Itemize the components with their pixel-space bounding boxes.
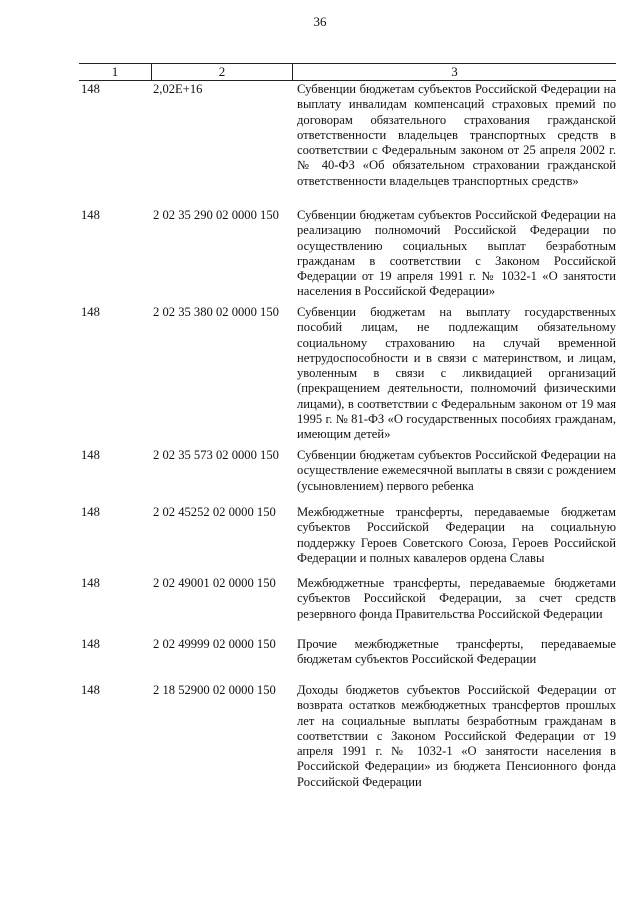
budget-code: 2 18 52900 02 0000 150 — [153, 683, 276, 697]
admin-code: 148 — [81, 448, 100, 462]
budget-code: 2 02 45252 02 0000 150 — [153, 505, 276, 519]
table-row — [79, 637, 616, 668]
revenue-description: Субвенции бюджетам субъектов Российской Федерации на реализацию полномочий Российской Федерации по осуществлению социальных выплат безработным гражданам в соответствии с Законом Российской Федерации от 19 апреля 1991 г. № 1032-1 «О занятости населения в Российской Федерации» — [297, 208, 616, 299]
revenue-description: Субвенции бюджетам субъектов Российской Федерации на осуществление ежемесячной выплаты в связи с рождением (усыновлением) первого ребенка — [297, 448, 616, 493]
budget-code: 2 02 35 290 02 0000 150 — [153, 208, 279, 222]
admin-code: 148 — [81, 637, 100, 651]
admin-code: 148 — [81, 683, 100, 697]
admin-code: 148 — [81, 82, 100, 96]
revenue-description: Субвенции бюджетам на выплату государственных пособий лицам, не подлежащим обязательному социальному страхованию на случай временной нетрудоспособности и в связи с материнством, и лицам, уволенным в связи с ликвидацией организаций (прекращением деятельности, полномочий физическими лицами), в соответствии с Федеральным законом от 19 мая 1995 г. № 81-ФЗ «О государственных пособиях гражданам, имеющим детей» — [297, 305, 616, 442]
revenue-description: Прочие межбюджетные трансферты, передаваемые бюджетам субъектов Российской Федерации — [297, 637, 616, 667]
revenue-description: Субвенции бюджетам субъектов Российской Федерации на выплату инвалидам компенсаций страховых премий по договорам обязательного страхования гражданской ответственности владельцев транспортных средств в соответствии с Федеральным законом от 25 апреля 2002 г. № 40-ФЗ «Об обязательном страховании гражданской ответственности владельцев транспортных средств» — [297, 82, 616, 188]
admin-code: 148 — [81, 505, 100, 519]
budget-code: 2 02 49999 02 0000 150 — [153, 637, 276, 651]
table-row — [79, 576, 616, 622]
table-row — [79, 305, 616, 443]
table-row — [79, 448, 616, 494]
revenue-table — [79, 63, 616, 789]
header-col-3: 3 — [451, 64, 458, 79]
table-row — [79, 505, 616, 566]
table-row — [79, 208, 616, 300]
budget-code: 2 02 49001 02 0000 150 — [153, 576, 276, 590]
header-col-2: 2 — [152, 64, 293, 80]
revenue-description: Межбюджетные трансферты, передаваемые бюджетам субъектов Российской Федерации на социальную поддержку Героев Советского Союза, Героев Российской Федерации и полных кавалеров ордена Славы — [297, 505, 616, 565]
table-header-row — [79, 63, 616, 81]
budget-code: 2 02 35 573 02 0000 150 — [153, 448, 279, 462]
header-col-1: 1 — [79, 64, 152, 80]
page-number: 36 — [313, 14, 327, 29]
admin-code: 148 — [81, 208, 100, 222]
table-row — [79, 82, 616, 189]
admin-code: 148 — [81, 576, 100, 590]
admin-code: 148 — [81, 305, 100, 319]
budget-code: 2 02 35 380 02 0000 150 — [153, 305, 279, 319]
table-row — [79, 683, 616, 790]
revenue-description: Межбюджетные трансферты, передаваемые бюджетами субъектов Российской Федерации, за счет средств резервного фонда Правительства Российской Федерации — [297, 576, 616, 621]
budget-code: 2,02E+16 — [153, 82, 203, 96]
revenue-description: Доходы бюджетов субъектов Российской Федерации от возврата остатков межбюджетных трансфертов прошлых лет на социальные выплаты безработным гражданам в соответствии с Законом Российской Федерации от 19 апреля 1991 г. № 1032-1 «О занятости населения в Российской Федерации» из бюджета Пенсионного фонда Российской Федерации — [297, 683, 616, 789]
